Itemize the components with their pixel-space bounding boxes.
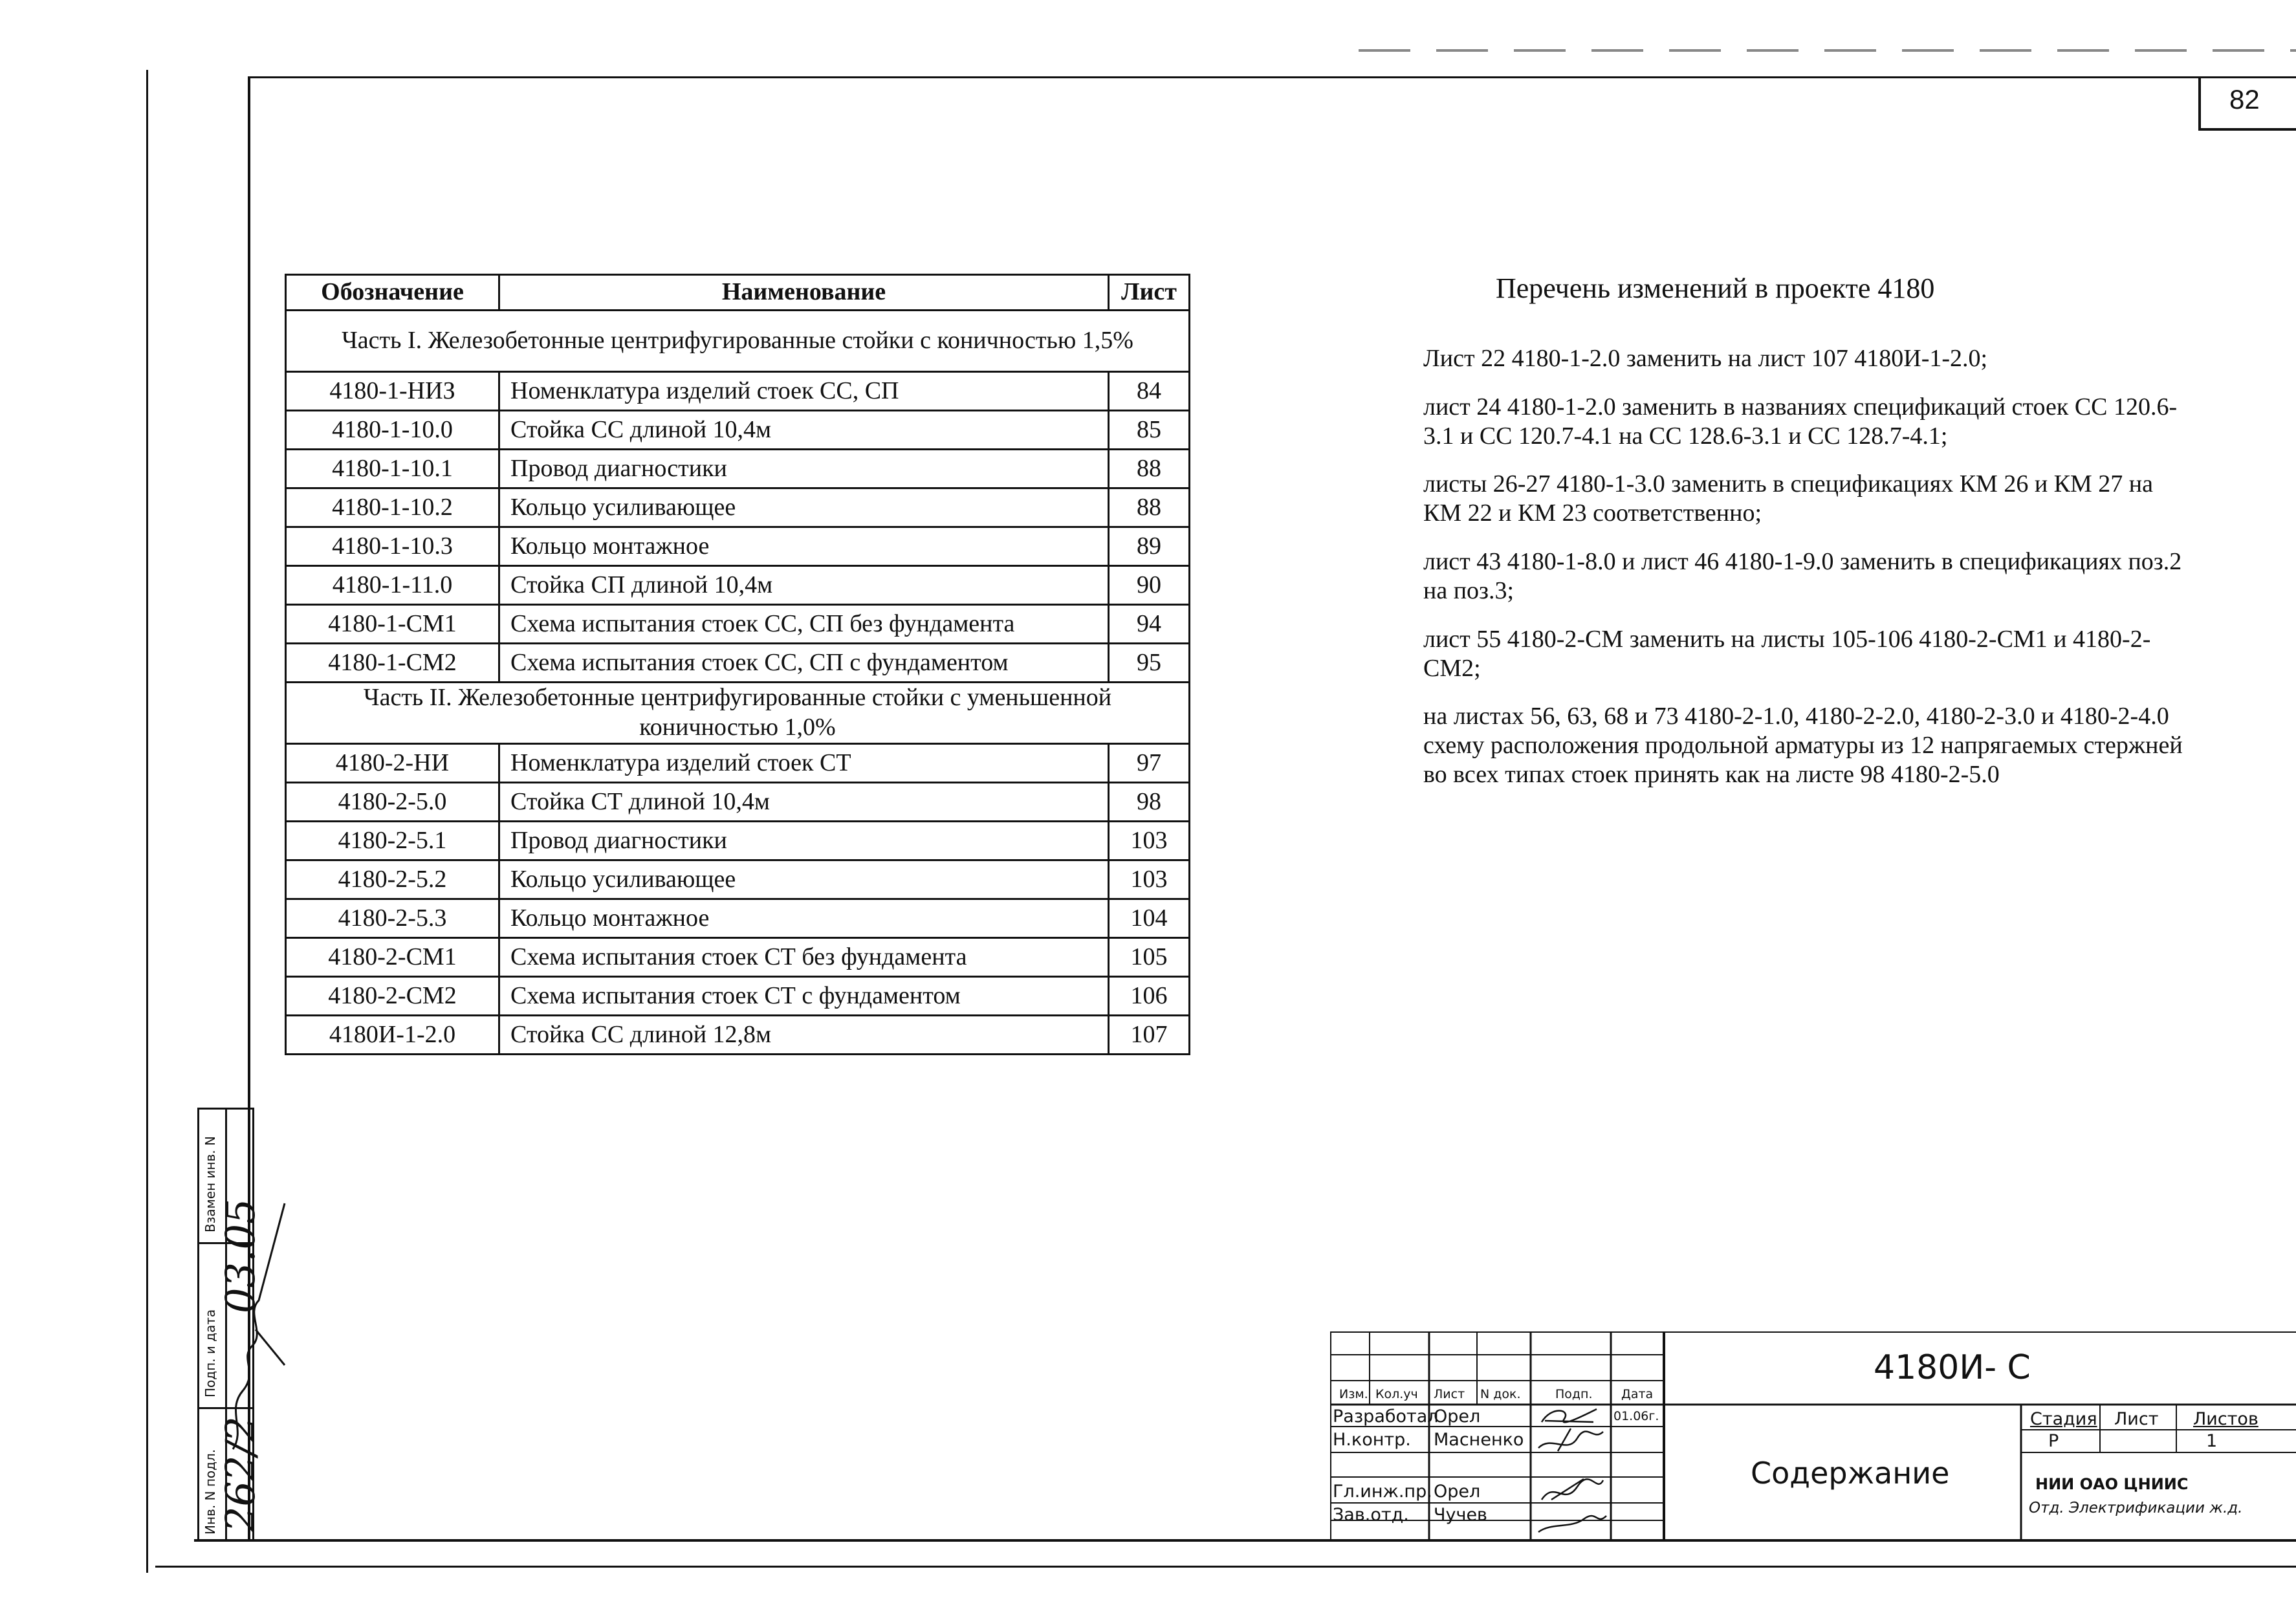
table-row <box>286 822 1190 860</box>
cell-name: Кольцо монтажное <box>499 527 1109 566</box>
cell-code: 4180-2-5.0 <box>286 783 499 822</box>
tb-sheets-header: Листов <box>2193 1409 2258 1429</box>
tb-role-2: Н.контр. <box>1333 1430 1411 1450</box>
cell-sheet: 105 <box>1109 938 1190 977</box>
change-item: лист 55 4180-2-СМ заменить на листы 105-106 4180-2-СМ1 и 4180-2-СМ2; <box>1423 625 2151 682</box>
page-number-box <box>2198 76 2296 131</box>
table-row <box>286 372 1190 411</box>
cell-sheet: 103 <box>1109 860 1190 899</box>
contents-table <box>285 274 1190 1055</box>
cell-sheet: 85 <box>1109 411 1190 450</box>
tb-col-ndok: N док. <box>1480 1387 1521 1401</box>
cell-sheet: 106 <box>1109 977 1190 1016</box>
table-row <box>286 783 1190 822</box>
cell-name: Схема испытания стоек СТ без фундамента <box>499 938 1109 977</box>
cell-code: 4180-1-10.0 <box>286 411 499 450</box>
table-row <box>286 488 1190 527</box>
tb-signatures <box>1532 1403 1612 1538</box>
cell-name: Схема испытания стоек СС, СП с фундаментом <box>499 644 1109 683</box>
side-inv-label: Инв. N подл. <box>202 1449 218 1535</box>
cell-sheet: 90 <box>1109 566 1190 605</box>
cell-name: Кольцо монтажное <box>499 899 1109 938</box>
table-row <box>286 1016 1190 1055</box>
tb-stage-value: Р <box>2048 1431 2059 1451</box>
top-dash-marks <box>1359 49 2296 52</box>
changes-title: Перечень изменений в проекте 4180 <box>1496 272 1935 304</box>
table-row <box>286 860 1190 899</box>
cell-name: Кольцо усиливающее <box>499 860 1109 899</box>
cell-name: Стойка СП длиной 10,4м <box>499 566 1109 605</box>
part1-row <box>286 311 1190 372</box>
tb-date-1: 01.06г. <box>1613 1409 1659 1423</box>
cell-name: Стойка СС длиной 10,4м <box>499 411 1109 450</box>
cell-name: Кольцо усиливающее <box>499 488 1109 527</box>
cell-name: Провод диагностики <box>499 450 1109 488</box>
frame-bottom-outer <box>155 1566 2296 1568</box>
cell-name: Номенклатура изделий стоек СС, СП <box>499 372 1109 411</box>
tb-stage-header: Стадия <box>2030 1409 2097 1429</box>
table-row <box>286 938 1190 977</box>
cell-code: 4180-1-11.0 <box>286 566 499 605</box>
cell-code: 4180-1-10.1 <box>286 450 499 488</box>
frame-top <box>248 76 2296 78</box>
cell-code: 4180-2-5.2 <box>286 860 499 899</box>
table-row <box>286 977 1190 1016</box>
part2-row <box>286 683 1190 744</box>
cell-sheet: 98 <box>1109 783 1190 822</box>
tb-col-data: Дата <box>1621 1387 1654 1401</box>
cell-name: Схема испытания стоек СТ с фундаментом <box>499 977 1109 1016</box>
tb-sheet-header: Лист <box>2114 1409 2159 1429</box>
cell-name: Стойка СТ длиной 10,4м <box>499 783 1109 822</box>
tb-org-line2: Отд. Электрификации ж.д. <box>2029 1500 2243 1516</box>
tb-col-list: Лист <box>1434 1387 1465 1401</box>
cell-code: 4180-1-СМ1 <box>286 605 499 644</box>
cell-name: Провод диагностики <box>499 822 1109 860</box>
frame-left-outer <box>146 70 148 1573</box>
cell-sheet: 89 <box>1109 527 1190 566</box>
header-name: Наименование <box>499 275 1109 311</box>
part1-row-title: Часть I. Железобетонные центрифугированные стойки с коничностью 1,5% <box>286 311 1190 372</box>
change-item: на листах 56, 63, 68 и 73 4180-2-1.0, 4180-2-2.0, 4180-2-3.0 и 4180-2-4.0 схему расположения продольной арматуры из 12 напрягаемых стержней во всех типах стоек принять как на листе 98 4180-2-5.0 <box>1423 703 2183 789</box>
cell-name: Схема испытания стоек СС, СП без фундамента <box>499 605 1109 644</box>
cell-code: 4180-1-10.2 <box>286 488 499 527</box>
table-header-row <box>286 275 1190 311</box>
table-row <box>286 450 1190 488</box>
change-item: Лист 22 4180-1-2.0 заменить на лист 107 4180И-1-2.0; <box>1423 344 1988 372</box>
tb-sheet-value: 1 <box>2206 1431 2218 1451</box>
table-row <box>286 744 1190 783</box>
cell-code: 4180-2-СМ2 <box>286 977 499 1016</box>
changes-list <box>1423 344 2187 789</box>
cell-sheet: 95 <box>1109 644 1190 683</box>
cell-code: 4180-2-НИ <box>286 744 499 783</box>
cell-sheet: 103 <box>1109 822 1190 860</box>
table-row <box>286 411 1190 450</box>
header-sheet: Лист <box>1109 275 1190 311</box>
cell-code: 4180-1-СМ2 <box>286 644 499 683</box>
tb-col-izm: Изм. <box>1339 1387 1368 1401</box>
page-number: 82 <box>2229 84 2260 115</box>
tb-role-4: Зав.отд. <box>1333 1505 1409 1525</box>
change-item: лист 24 4180-1-2.0 заменить в названиях спецификаций стоек СС 120.6-3.1 и СС 120.7-4.1 на СС 128.6-3.1 и СС 128.7-4.1; <box>1423 393 2178 450</box>
cell-name: Номенклатура изделий стоек СТ <box>499 744 1109 783</box>
header-code: Обозначение <box>286 275 499 311</box>
cell-sheet: 107 <box>1109 1016 1190 1055</box>
tb-name-4: Чучев <box>1434 1505 1487 1525</box>
side-inv-value: 262/2 <box>217 1416 264 1532</box>
table-row <box>286 566 1190 605</box>
side-date-value: 03.05 <box>217 1198 264 1313</box>
changes-section <box>1423 272 2187 809</box>
cell-code: 4180-2-СМ1 <box>286 938 499 977</box>
change-item: лист 43 4180-1-8.0 и лист 46 4180-1-9.0 заменить в спецификациях поз.2 на поз.3; <box>1423 548 2182 604</box>
cell-code: 4180-2-5.3 <box>286 899 499 938</box>
tb-name-3: Орел <box>1434 1482 1481 1502</box>
tb-designation: 4180И- С <box>1874 1348 2031 1387</box>
table-row <box>286 644 1190 683</box>
title-block <box>1330 1331 2296 1540</box>
tb-col-podp: Подп. <box>1555 1387 1593 1401</box>
cell-sheet: 94 <box>1109 605 1190 644</box>
cell-sheet: 84 <box>1109 372 1190 411</box>
tb-col-koluch: Кол.уч <box>1375 1387 1418 1401</box>
table-row <box>286 899 1190 938</box>
side-signature <box>220 1184 291 1462</box>
tb-role-1: Разработал <box>1333 1407 1439 1427</box>
table-row <box>286 605 1190 644</box>
cell-code: 4180И-1-2.0 <box>286 1016 499 1055</box>
cell-sheet: 88 <box>1109 450 1190 488</box>
cell-sheet: 104 <box>1109 899 1190 938</box>
tb-name-2: Масненко <box>1434 1430 1524 1450</box>
part2-row-title: Часть II. Железобетонные центрифугированные стойки с уменьшенной коничностью 1,0% <box>286 683 1190 744</box>
change-item: листы 26-27 4180-1-3.0 заменить в спецификациях КМ 26 и КМ 27 на КМ 22 и КМ 23 соответственно; <box>1423 470 2154 527</box>
side-sign-label: Подп. и дата <box>202 1309 218 1397</box>
table-row <box>286 527 1190 566</box>
cell-sheet: 88 <box>1109 488 1190 527</box>
tb-document-name: Содержание <box>1751 1456 1950 1491</box>
side-replace-label: Взамен инв. N <box>202 1136 218 1232</box>
cell-sheet: 97 <box>1109 744 1190 783</box>
tb-org-line1: НИИ ОАО ЦНИИС <box>2035 1475 2189 1493</box>
cell-code: 4180-1-10.3 <box>286 527 499 566</box>
cell-name: Стойка СС длиной 12,8м <box>499 1016 1109 1055</box>
tb-role-3: Гл.инж.пр. <box>1333 1482 1432 1502</box>
cell-code: 4180-2-5.1 <box>286 822 499 860</box>
cell-code: 4180-1-НИЗ <box>286 372 499 411</box>
tb-name-1: Орел <box>1434 1407 1481 1427</box>
